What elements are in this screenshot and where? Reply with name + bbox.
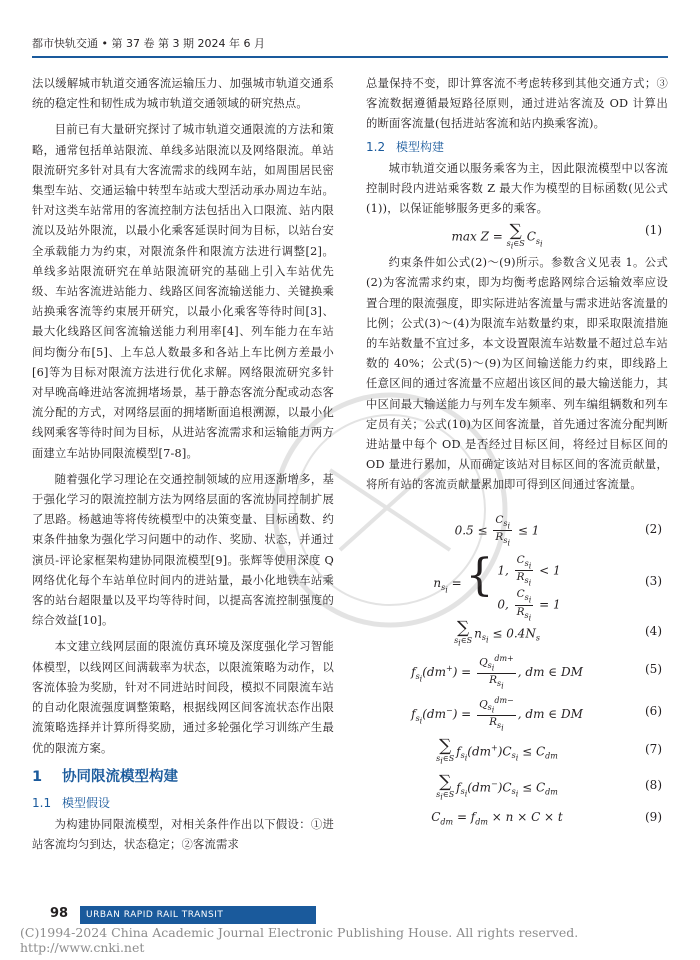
equation-number: (4) — [645, 623, 662, 638]
equation-number: (2) — [645, 521, 662, 536]
copyright-line: (C)1994-2024 China Academic Journal Electronic Publishing House. All rights reserved. http://www.cnki.net — [20, 925, 579, 955]
equation-7: ∑ $s_i\in S$ $f_{s_i}(dm^+)C_{s_i} \le C_{dm}$ (7) — [436, 735, 662, 766]
running-header: 都市快轨交通 • 第 37 卷 第 3 期 2024 年 6 月 — [32, 37, 265, 50]
equation-5: $f_{s_i}(dm^+)$ = $\frac{Q_{s_i}^{dm+}}{R_{s_i}}$ , dm ∈ DM (5) — [411, 653, 662, 691]
paragraph-intro-tail: 法以缓解城市轨道交通客流运输压力、加强城市轨道交通系统的稳定性和韧性成为城市轨道交通领域的研究热点。 — [32, 77, 334, 111]
page-number: 98 — [50, 906, 69, 921]
left-column — [32, 74, 334, 855]
journal-footer-band: URBAN RAPID RAIL TRANSIT — [80, 906, 316, 924]
equation-number: (5) — [645, 661, 662, 676]
paragraph-constraints: 约束条件如公式(2)～(9)所示。参数含义见表 1。公式(2)为客流需求约束，即为均衡考虑路网综合运输效率应设置合理的限流强度，即实际进站客流量与需求进站客流量的比例；公式(3)～(4)为限流车站数量约束，即采取限流措施的车站数量不宜过多，本文设置限流车站数量不超过总车站数的 40%；公式(5)～(9)为区间输送能力约束，即线路上任意区间的通过客流量不应超出该区间的最大输送能力，其中区间最大输送能力与列车发车频率、列车编组辆数和列车定员有关；公式(10)为区间客流量，首先通过客流分配判断进站量中每个 OD 是否经过目标区间，将经过目标区间的 OD 量进行累加，从而确定该站对目标区间的客流贡献量，将所有站的客流贡献量累加即可得到区间通过客流量。 — [366, 256, 668, 492]
equation-number: (3) — [645, 573, 662, 588]
equation-2: 0.5 ≤ $\frac{C_{s_i}}{R_{s_i}}$ ≤ 1 (2) — [454, 513, 662, 549]
subsection-number: 1.2 — [366, 139, 386, 154]
header-rule — [32, 56, 668, 58]
equation-4: ∑ $s_i\in S$ $n_{s_i} \le 0.4N_s$ (4) — [454, 617, 662, 648]
equation-number: (7) — [645, 741, 662, 756]
paragraph-assumptions: 为构建协同限流模型，对相关条件作出以下假设：①进站客流均匀到达，状态稳定；②客流需求 — [32, 817, 334, 851]
section-heading-1-1 — [32, 793, 334, 813]
equation-number: (1) — [645, 223, 662, 238]
equation-8: ∑ $s_i\in S$ $f_{s_i}(dm^-)C_{s_i} \le C_{dm}$ (8) — [436, 771, 662, 802]
equation-9: $C_{dm} = f_{dm} \times n \times C \times t$ (9) — [431, 809, 662, 827]
equation-3: $n_{s_i}$ = { 1, $\frac{C_{s_i}}{R_{s_i}}$ < 1 0, $\frac{C_{s_i}}{R_{s_i}}$ = 1 (3) — [433, 549, 662, 623]
section-title: 协同限流模型构建 — [62, 768, 178, 785]
section-number: 1 — [32, 768, 43, 785]
equation-1: max Z = ∑ $s_i\in S$ $C_{s_i}$ (1) — [451, 221, 662, 251]
paragraph-model: 城市轨道交通以服务乘客为主，因此限流模型中以客流控制时段内进站乘客数 Z 最大作为模型的目标函数(见公式(1))，以保证能够服务更多的乘客。 — [366, 161, 668, 216]
section-heading-1-2 — [366, 137, 668, 157]
equation-number: (6) — [645, 703, 662, 718]
paragraph-assumptions-tail: 总量保持不变，即计算客流不考虑转移到其他交通方式；③客流数据遵循最短路径原则，通过进站客流及 OD 计算出的断面客流量(包括进站客流和站内换乘客流)。 — [366, 77, 668, 131]
paragraph-research: 目前已有大量研究探讨了城市轨道交通限流的方法和策略，通常包括单站限流、单线多站限流以及网络限流。单站限流研究多针对具有大客流需求的线网车站，如周围居民密集型车站、交通运输中转型车站或大型活动承办周边车站。针对这类车站常用的客流控制方法包括出入口限流、站内限流以及站外限流，以最小化乘客延误时间为目标，以站台安全承载能力为约束，对限流条件和限流方法进行调整[2]。单线多站限流研究在单站限流研究的基础上引入车站优先级、车站客流进站能力、线路区间客流输送能力、关键换乘站换乘客流等约束展开研究，以最小化乘客等待时间[3]、最大化线路区间客流输送能力利用率[4]、列车能力在车站间均衡分布[5]、上车总人数最多和各站上车比例方差最小[6]等为目标对限流方法进行优化求解。网络限流研究多针对早晚高峰进站客流拥堵场景，基于静态客流分配或动态客流分配的方式，对网络层面的拥堵断面追根溯源，以最小化线网乘客等待时间为目标，从进站客流需求和运输能力两方面建立车站协同限流模型[7-8]。 — [32, 123, 334, 460]
equation-6: $f_{s_i}(dm^-)$ = $\frac{Q_{s_i}^{dm-}}{R_{s_i}}$ , dm ∈ DM (6) — [411, 695, 662, 733]
subsection-number: 1.1 — [32, 795, 52, 810]
subsection-title: 模型构建 — [396, 139, 445, 154]
section-heading-1 — [32, 765, 334, 789]
equation-number: (9) — [645, 809, 662, 824]
equation-number: (8) — [645, 777, 662, 792]
paragraph-rl: 随着强化学习理论在交通控制领域的应用逐渐增多，基于强化学习的限流控制方法为网络层面的客流协同控制扩展了思路。杨越迪等将传统模型中的决策变量、目标函数、约束条件抽象为强化学习问题中的动作、奖励、状态，并通过演员-评论家框架构建协同限流模型[9]。张辉等使用深度 Q 网络优化每个车站单位时间内的进站量，最小化地铁车站乘客的站台超限量以及平均等待时间，以提高客流控制强度的综合效益[10]。 — [32, 472, 334, 628]
paragraph-this-paper: 本文建立线网层面的限流仿真环境及深度强化学习智能体模型，以线网区间满载率为状态，以限流策略为动作，以客流体验为奖励，针对不同进站时间段，模拟不同限流车站的自动化限流强度调整策略，根据线网区间客流状态作出限流策略选择并计算所得奖励，通过多轮强化学习训练产生最优的限流方案。 — [32, 640, 334, 755]
subsection-title: 模型假设 — [62, 795, 111, 810]
right-column — [366, 74, 668, 832]
